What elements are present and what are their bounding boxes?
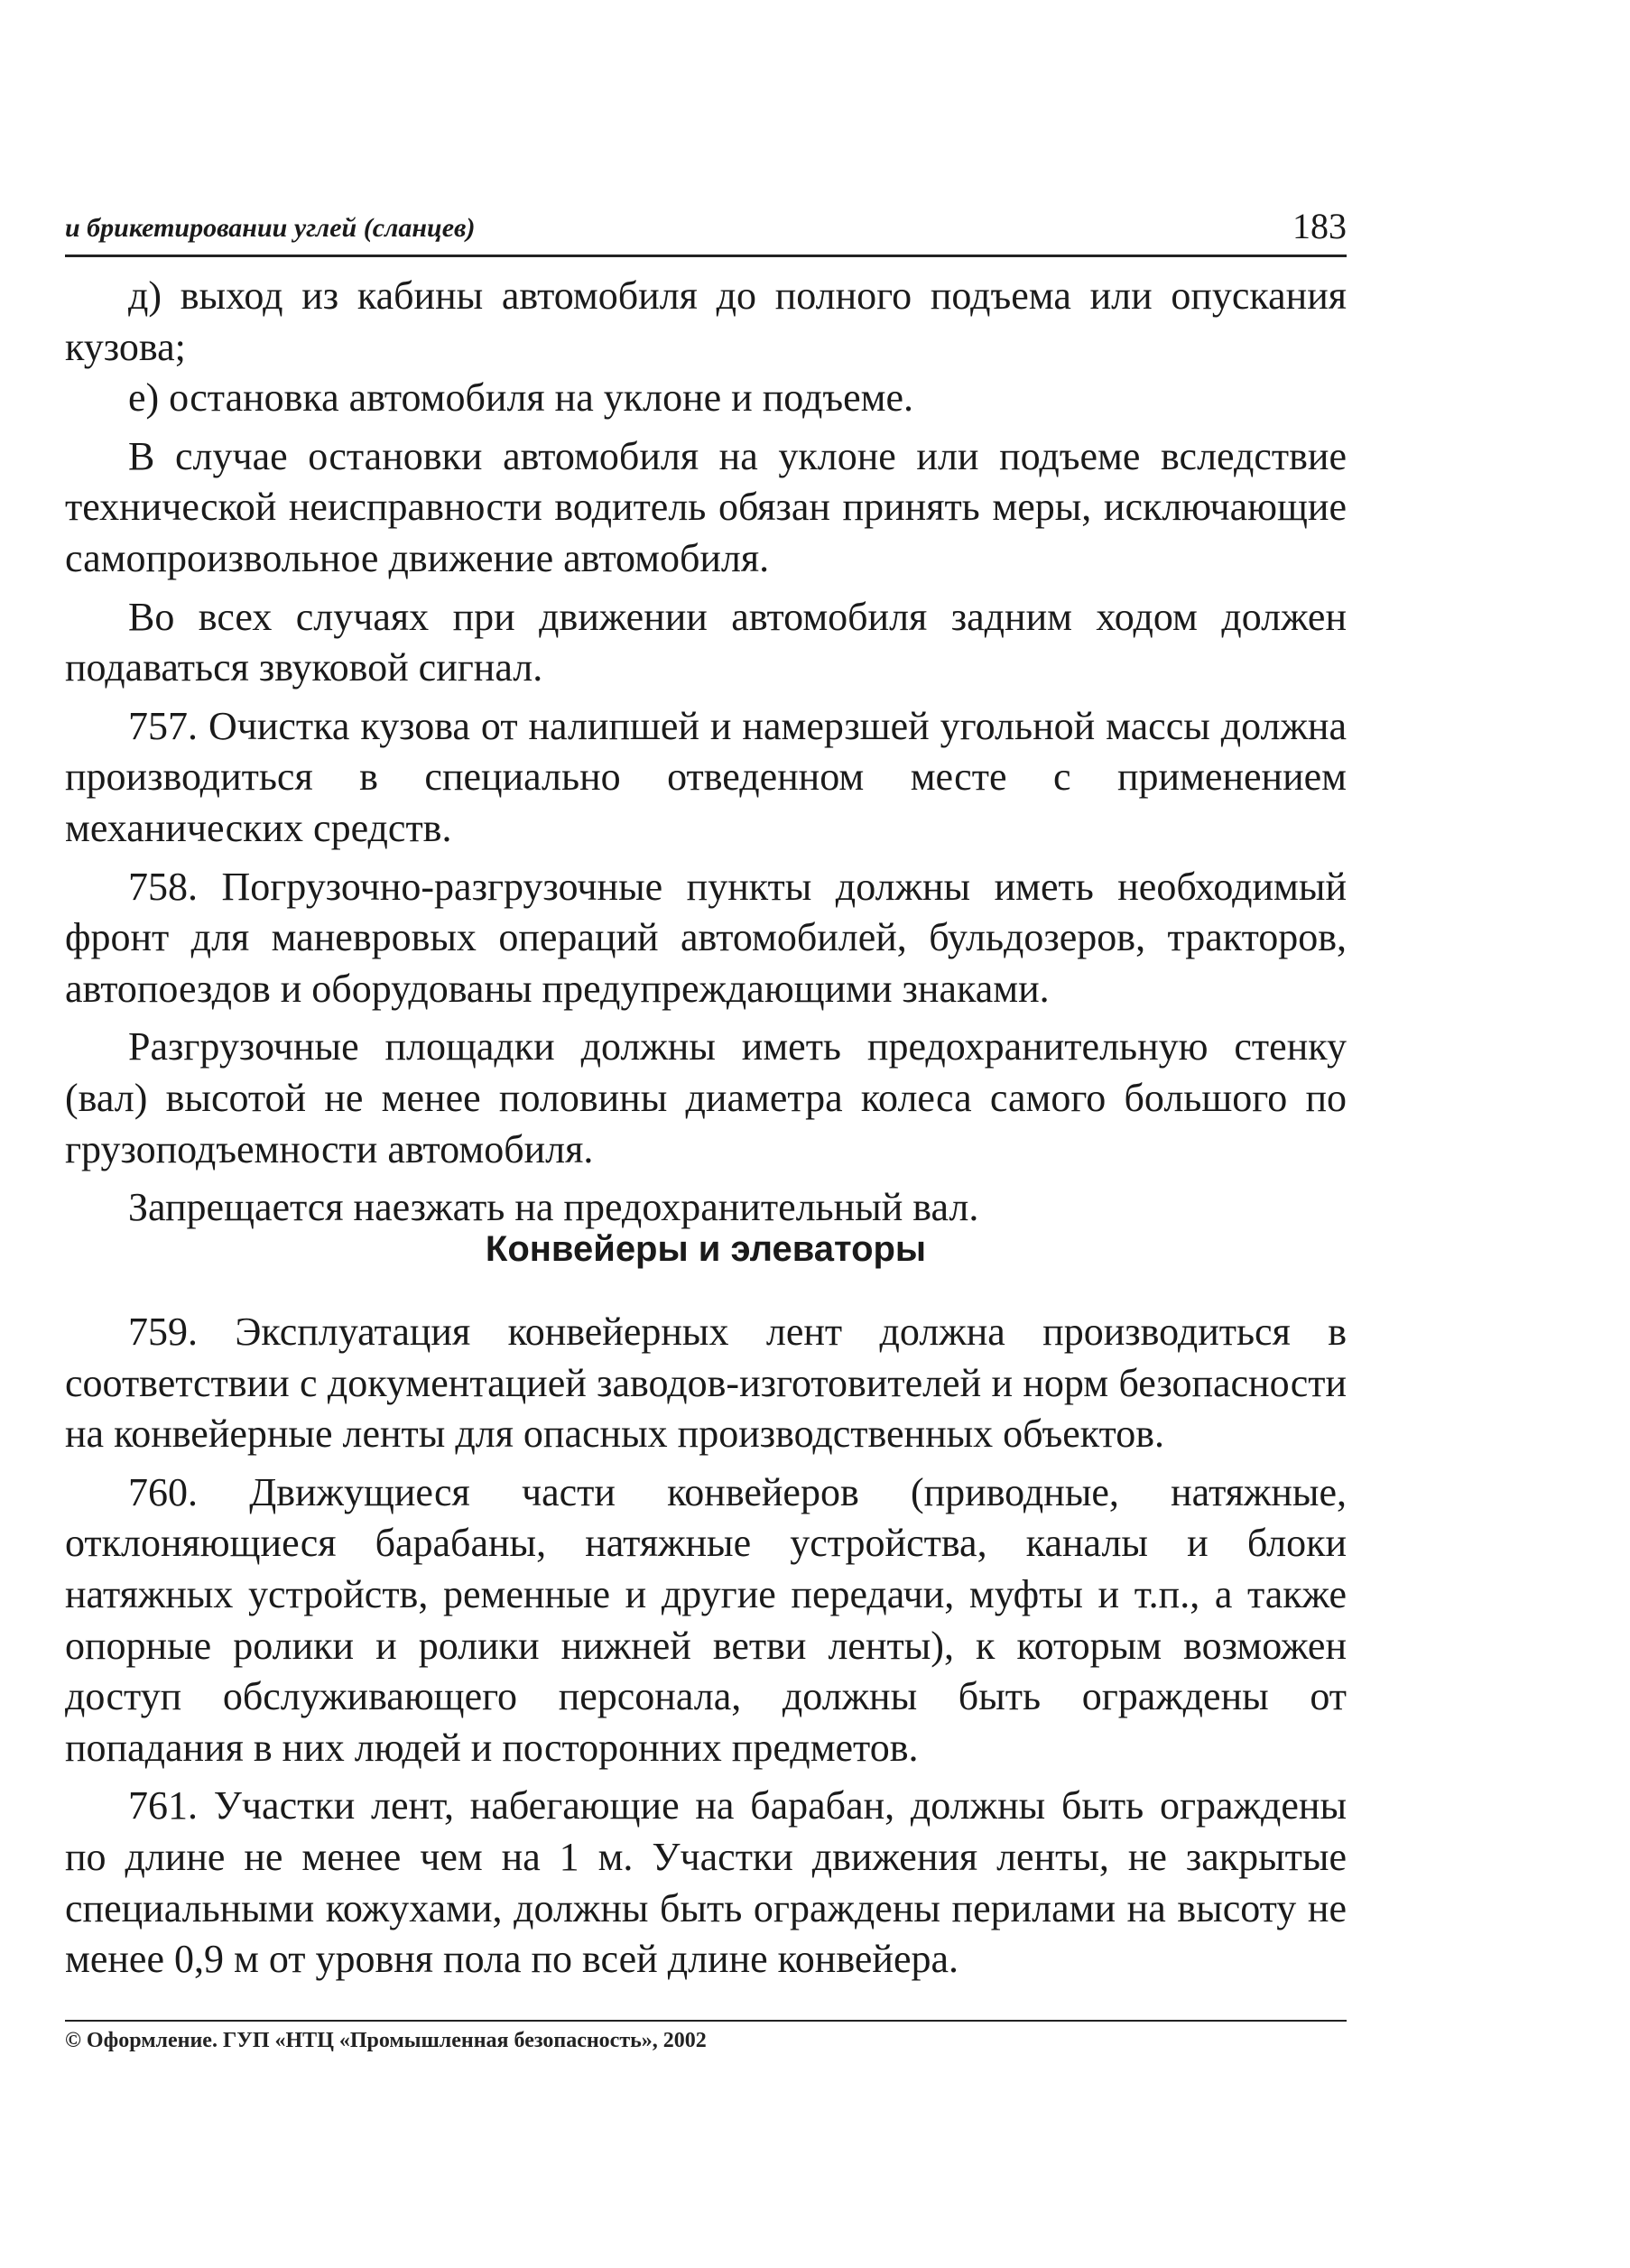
body-text-top xyxy=(65,271,1347,1234)
paragraph: Запрещается наезжать на предохранительный вал. xyxy=(128,1185,979,1230)
paragraph: 760. Движущиеся части конвейеров (приводные, натяжные, отклоняющиеся барабаны, натяжные устройства, каналы и блоки натяжных устройств, ременные и другие передачи, муфты и т.п., а также опорные ролики и ролики нижней ветви ленты), к которым возможен доступ обслуживающего персонала, должны быть ограждены от попадания в них людей и посторонних предметов. xyxy=(65,1469,1347,1770)
paragraph: 759. Эксплуатация конвейерных лент должна производиться в соответствии с документацией заводов-изготовителей и норм безопасности на конвейерные ленты для опасных производственных объектов. xyxy=(65,1310,1347,1457)
paragraph: Разгрузочные площадки должны иметь предохранительную стенку (вал) высотой не менее половины диаметра колеса самого большого по грузоподъемности автомобиля. xyxy=(65,1024,1347,1171)
section-heading: Конвейеры и элеваторы xyxy=(485,1229,927,1269)
paragraph: 757. Очистка кузова от налипшей и намерзшей угольной массы должна производиться в специально отведенном месте с применением механических средств. xyxy=(65,703,1347,850)
copyright-footer: © Оформление. ГУП «НТЦ «Промышленная безопасность», 2002 xyxy=(65,2029,707,2052)
paragraph: 758. Погрузочно-разгрузочные пункты должны иметь необходимый фронт для маневровых операций автомобилей, бульдозеров, тракторов, автопоездов и оборудованы предупреждающими знаками. xyxy=(65,864,1347,1011)
paragraph: Во всех случаях при движении автомобиля задним ходом должен подаваться звуковой сигнал. xyxy=(65,594,1347,690)
page-number: 183 xyxy=(1292,206,1347,246)
running-header xyxy=(65,195,1347,257)
paragraph: В случае остановки автомобиля на уклоне или подъеме вследствие технической неисправности водитель обязан принять меры, исключающие самопроизвольное движение автомобиля. xyxy=(65,433,1347,580)
footer-divider xyxy=(65,2020,1347,2022)
paragraph: 761. Участки лент, набегающие на барабан, должны быть ограждены по длине не менее чем на 1 м. Участки движения ленты, не закрытые специальными кожухами, должны быть ограждены перилами на высоту не менее 0,9 м от уровня пола по всей длине конвейера. xyxy=(65,1783,1347,1982)
paragraph: д) выход из кабины автомобиля до полного подъема или опускания кузова; xyxy=(65,273,1347,369)
paragraph: е) остановка автомобиля на уклоне и подъеме. xyxy=(128,375,914,421)
running-title: и брикетировании углей (сланцев) xyxy=(65,213,476,243)
body-text-bottom xyxy=(65,1307,1347,1986)
